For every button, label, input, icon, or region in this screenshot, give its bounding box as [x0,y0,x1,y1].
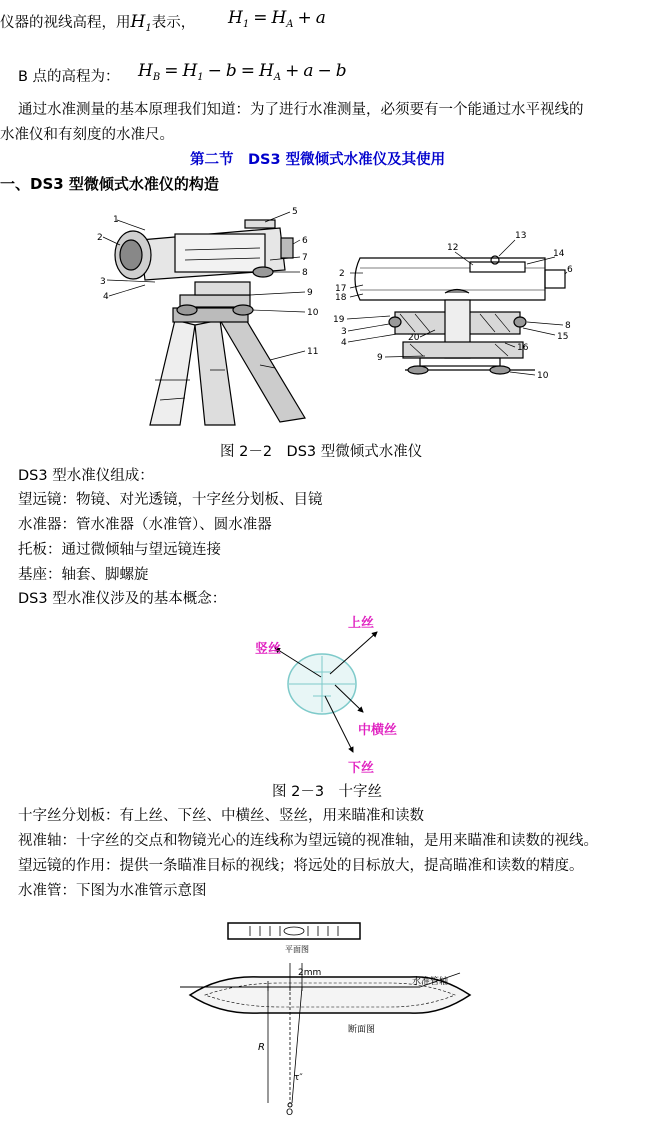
figure-2-2-level-drawing [95,200,575,435]
left-label-8: 8 [302,268,308,278]
left-label-5: 5 [292,207,298,217]
label-lower: 下丝 [348,761,375,776]
label-upper: 上丝 [348,616,375,631]
instrument-section [355,256,565,374]
left-label-10: 10 [307,308,319,318]
right-label-13: 13 [515,231,527,241]
composition-concepts: DS3 型水准仪涉及的基本概念： [18,591,227,607]
def-sight-axis: 视准轴：十字丝的交点和物镜光心的连线称为望远镜的视准轴，是用来瞄准和读数的视线。 [18,833,598,849]
right-label-17: 17 [335,284,347,294]
composition-level: 水准器：管水准器（水准管）、圆水准器 [18,517,272,533]
subsection-title: 一、DS3 型微倾式水准仪的构造 [0,175,219,193]
h1-symbol: $H_1$ [130,12,152,34]
right-label-2: 2 [339,269,345,279]
center-label: O [286,1108,294,1115]
right-label-8: 8 [565,321,571,331]
figure-2-3-caption: 图 2－3 十字丝 [272,784,383,800]
line1-text: 仪器的视线高程，用$H_1$表示， [0,12,196,34]
left-label-6: 6 [302,236,308,246]
composition-title: DS3 型水准仪组成： [18,468,154,484]
right-label-3: 3 [341,327,347,337]
arrow-upper [330,632,377,674]
right-label-19: 19 [333,315,345,325]
angle-label: τ″ [294,1073,303,1083]
left-label-7: 7 [302,253,308,263]
left-label-9: 9 [307,288,313,298]
instrument-perspective [115,220,305,425]
right-label-14: 14 [553,249,565,259]
label-middle: 中横丝 [358,723,398,738]
right-label-12: 12 [447,243,459,253]
axis-label: 水准管轴 [412,977,449,987]
section-title: 第二节 DS3 型微倾式水准仪及其使用 [190,152,446,168]
right-label-4: 4 [341,338,347,348]
b-point-label: B 点的高程为： [18,69,120,85]
vial-diagram [180,915,510,1115]
right-label-18: 18 [335,293,347,303]
composition-telescope: 望远镜：物镜、对光透镜，十字丝分划板、目镜 [18,492,323,508]
def-telescope-role: 望远镜的作用：提供一条瞄准目标的视线；将远处的目标放大，提高瞄准和读数的精度。 [18,858,584,874]
left-label-3: 3 [100,277,106,287]
principle-line-1: 通过水准测量的基本原理我们知道：为了进行水准测量，必须要有一个能通过水平视线的 [18,102,584,118]
radius-label: R [258,1042,265,1053]
def-reticle: 十字丝分划板：有上丝、下丝、中横丝、竖丝，用来瞄准和读数 [18,808,424,824]
left-label-2: 2 [97,233,103,243]
right-label-10: 10 [537,371,549,381]
formula-hi: $H_1 = H_A + a$ [228,8,326,30]
left-label-11: 11 [307,347,319,357]
vial-plan-view [228,923,360,939]
spacing-label: 2mm [298,968,322,978]
right-label-15: 15 [557,332,569,342]
figure-2-2-caption: 图 2－2 DS3 型微倾式水准仪 [220,444,423,460]
figure-2-3-crosshair [245,612,425,777]
right-label-16: 16 [517,343,529,353]
plan-view-label: 平面图 [285,945,309,954]
section-view-label: 断面图 [348,1025,376,1035]
formula-hb: $H_B = H_1 - b = H_A + a - b$ [138,61,347,83]
label-vertical: 竖丝 [255,642,282,657]
principle-line-2: 水准仪和有刻度的水准尺。 [0,127,174,143]
right-label-20: 20 [408,333,420,343]
composition-bracket: 托板：通过微倾轴与望远镜连接 [18,542,221,558]
right-label-9: 9 [377,353,383,363]
left-label-1: 1 [113,215,119,225]
def-vial: 水准管：下图为水准管示意图 [18,883,207,899]
left-label-4: 4 [103,292,109,302]
composition-base: 基座：轴套、脚螺旋 [18,567,149,583]
right-label-6: 6 [567,265,573,275]
